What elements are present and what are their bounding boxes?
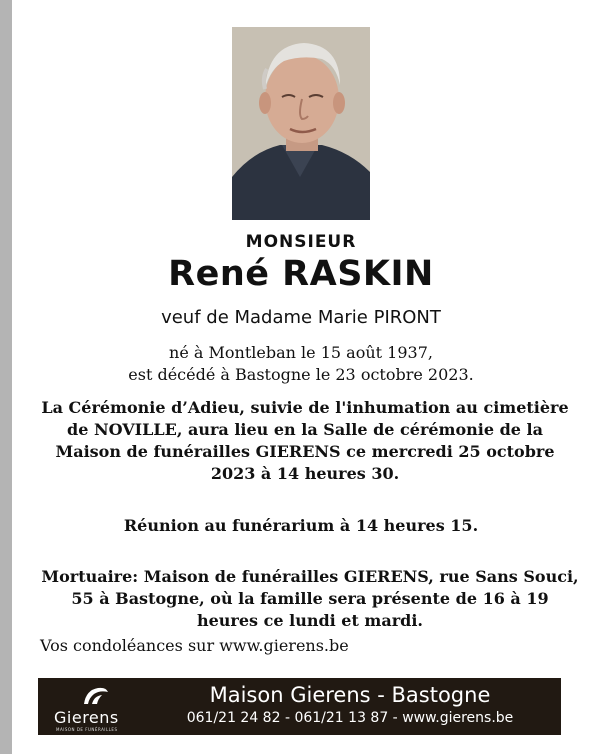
funeral-home-banner [38, 678, 561, 735]
widow-line: veuf de Madame Marie PIRONT [161, 307, 441, 328]
ceremony-paragraph: La Cérémonie d’Adieu, suivie de l'inhumation au cimetière de NOVILLE, aura lieu en la Salle de cérémonie de la Maison de funérailles GIERENS ce mercredi 25 octobre 2023 à 14 heures 30. [41, 398, 569, 483]
mortuary-paragraph: Mortuaire: Maison de funérailles GIERENS, rue Sans Souci, 55 à Bastogne, où la famille sera présente de 16 à 19 heures ce lundi et mardi. [41, 567, 579, 630]
condolences-line: Vos condoléances sur www.gierens.be [40, 636, 349, 655]
gathering-line: Réunion au funérarium à 14 heures 15. [123, 516, 479, 535]
death-line: est décédé à Bastogne le 23 octobre 2023. [128, 365, 474, 384]
birth-death-info [12, 342, 590, 386]
birth-line: né à Montleban le 15 août 1937, [169, 343, 433, 362]
deceased-name: René RASKIN [168, 254, 434, 294]
portrait-photo [232, 27, 370, 220]
logo-subtitle: MAISON DE FUNÉRAILLES [56, 727, 118, 732]
banner-contacts[interactable]: 061/21 24 82 - 061/21 13 87 - www.gierens.be [186, 710, 514, 726]
banner-title: Maison Gierens - Bastogne [209, 683, 491, 707]
honorific-title: MONSIEUR [245, 232, 357, 252]
gierens-logo-icon [80, 684, 112, 708]
logo-text: Gierens [54, 708, 119, 727]
left-border-bar [0, 0, 12, 754]
